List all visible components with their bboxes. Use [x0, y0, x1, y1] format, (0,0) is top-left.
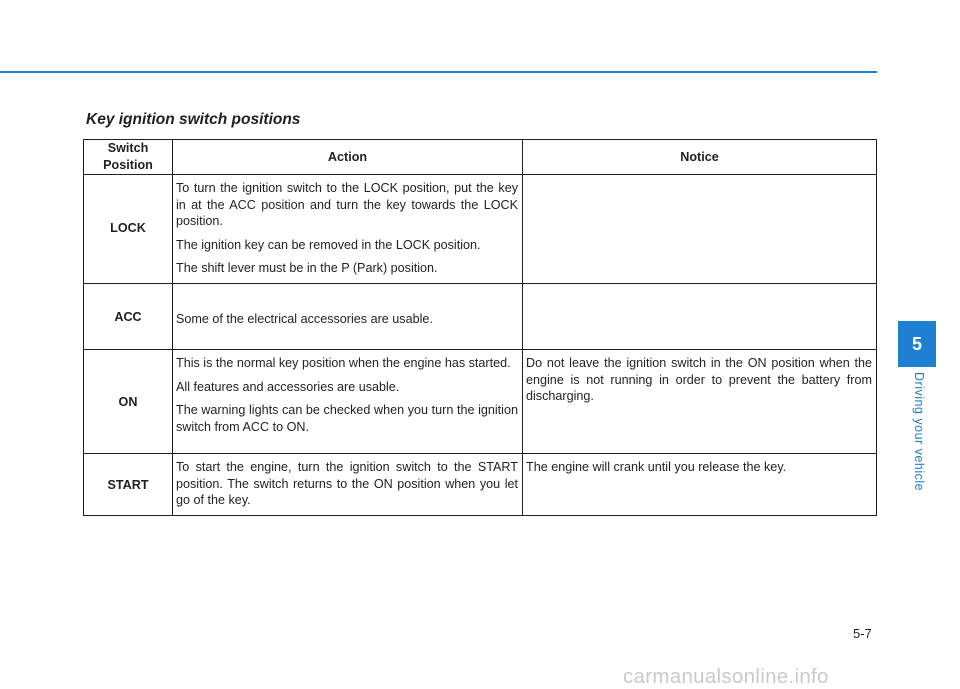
- position-cell: [84, 350, 173, 454]
- action-text: The shift lever must be in the P (Park) position.: [176, 261, 438, 276]
- action-cell: [173, 454, 523, 516]
- header-action: Action: [173, 140, 523, 175]
- header-switch-position: Switch Position: [84, 140, 173, 175]
- action-text: All features and accessories are usable.: [176, 379, 400, 394]
- table-row-acc: [84, 284, 877, 350]
- position-label: ON: [118, 395, 138, 410]
- action-text: Some of the electrical accessories are usable.: [176, 312, 433, 327]
- ignition-positions-table: [83, 139, 877, 516]
- action-text: To turn the ignition switch to the LOCK position, put the key in at the ACC position and turn the key towards the LOCK position.: [176, 181, 518, 229]
- notice-cell: [523, 175, 877, 284]
- table-row-on: [84, 350, 877, 454]
- chapter-number-tab: 5: [898, 321, 936, 367]
- position-label: LOCK: [110, 221, 146, 235]
- position-cell: [84, 454, 173, 516]
- position-cell: [84, 175, 173, 284]
- header-notice: Notice: [523, 140, 877, 175]
- notice-cell: [523, 284, 877, 350]
- chapter-title: Driving your vehicle: [912, 372, 926, 492]
- position-cell: [84, 284, 173, 350]
- action-cell: [173, 175, 523, 284]
- action-cell: [173, 284, 523, 350]
- notice-text: The engine will crank until you release the key.: [526, 460, 787, 475]
- action-text: The ignition key can be removed in the LOCK position.: [176, 237, 481, 252]
- position-label: START: [107, 478, 149, 493]
- header-rule: [0, 71, 877, 73]
- page-number: 5-7: [853, 626, 872, 641]
- notice-cell: [523, 454, 877, 516]
- position-label: ACC: [114, 310, 142, 325]
- section-title: Key ignition switch positions: [86, 111, 301, 128]
- action-text: This is the normal key position when the engine has started.: [176, 356, 511, 371]
- watermark: carmanualsonline.info: [623, 665, 829, 688]
- action-text: The warning lights can be checked when you turn the ignition switch from ACC to ON.: [176, 403, 518, 434]
- table-header-row: [84, 140, 877, 175]
- action-text: To start the engine, turn the ignition switch to the START position. The switch returns to the ON position when you let go of the key.: [176, 460, 518, 508]
- table-row-lock: [84, 175, 877, 284]
- action-cell: [173, 350, 523, 454]
- notice-cell: [523, 350, 877, 454]
- notice-text: Do not leave the ignition switch in the ON position when the engine is not running in order to prevent the battery from discharging.: [526, 356, 872, 404]
- table-row-start: [84, 454, 877, 516]
